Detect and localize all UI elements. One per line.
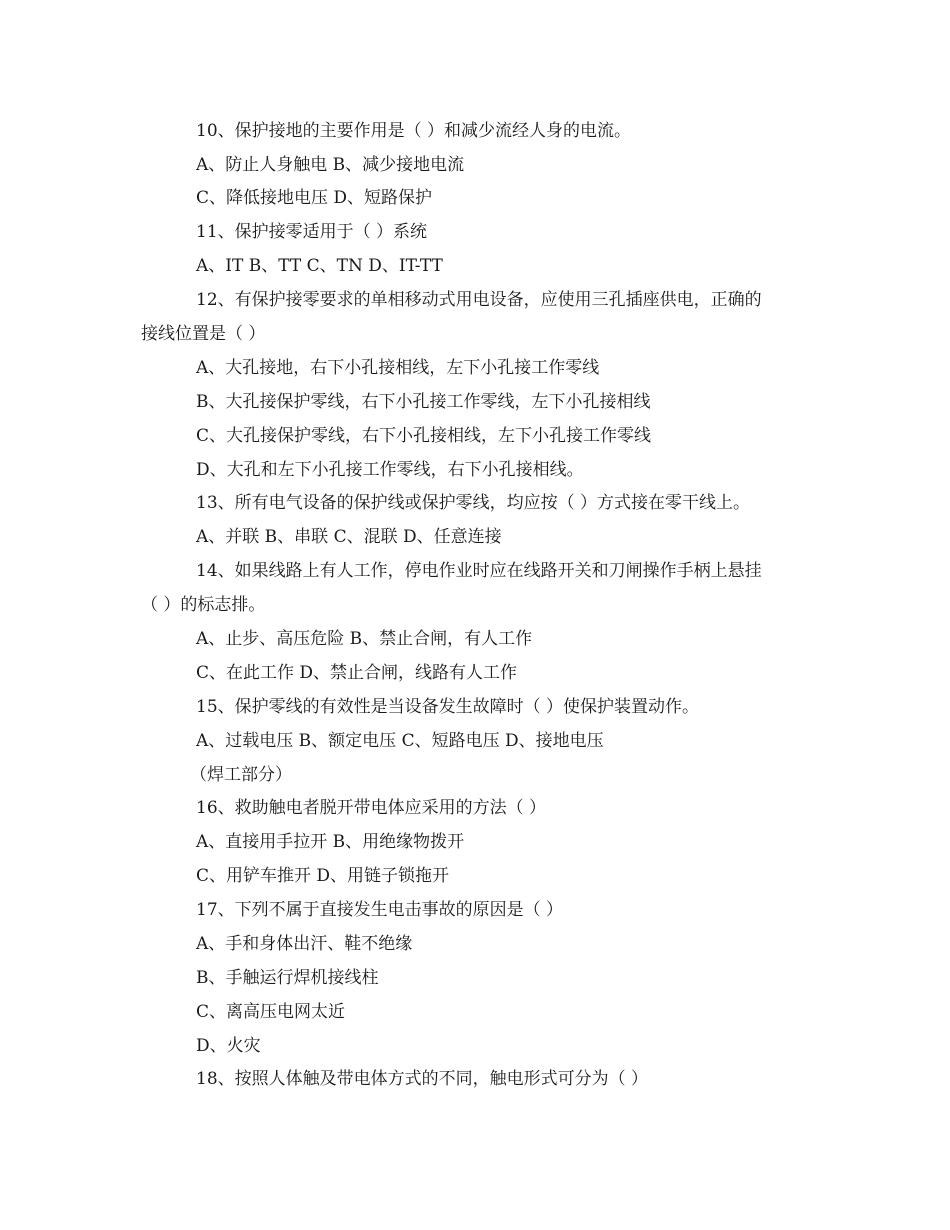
question-12: 12、有保护接零要求的单相移动式用电设备，应使用三孔插座供电，正确的	[196, 290, 762, 310]
question-12-option-c: C、大孔接保护零线，右下小孔接相线，左下小孔接工作零线	[196, 426, 652, 446]
question-14-continued: （ ）的标志排。	[141, 595, 266, 615]
question-16: 16、救助触电者脱开带电体应采用的方法（ ）	[196, 798, 547, 818]
question-12-continued: 接线位置是（ ）	[141, 324, 266, 344]
question-16-options-ab: A、直接用手拉开 B、用绝缘物拨开	[196, 832, 465, 852]
question-14-options-ab: A、止步、高压危险 B、禁止合闸，有人工作	[196, 629, 533, 649]
question-17: 17、下列不属于直接发生电击事故的原因是（ ）	[196, 900, 564, 920]
question-14-options-cd: C、在此工作 D、禁止合闸，线路有人工作	[196, 663, 518, 683]
question-10-options-ab: A、防止人身触电 B、减少接地电流	[196, 155, 465, 175]
question-17-option-c: C、离高压电网太近	[196, 1002, 346, 1022]
question-11: 11、保护接零适用于（ ）系统	[196, 222, 428, 242]
question-15: 15、保护零线的有效性是当设备发生故障时（ ）使保护装置动作。	[196, 697, 700, 717]
question-10: 10、保护接地的主要作用是（ ）和减少流经人身的电流。	[196, 121, 632, 141]
question-18: 18、按照人体触及带电体方式的不同，触电形式可分为（ ）	[196, 1069, 649, 1089]
question-10-options-cd: C、降低接地电压 D、短路保护	[196, 188, 433, 208]
question-15-options: A、过载电压 B、额定电压 C、短路电压 D、接地电压	[196, 731, 604, 751]
section-heading-welding: （焊工部分）	[190, 765, 292, 785]
question-12-option-b: B、大孔接保护零线，右下小孔接工作零线，左下小孔接相线	[196, 392, 651, 412]
question-14: 14、如果线路上有人工作，停电作业时应在线路开关和刀闸操作手柄上悬挂	[196, 561, 762, 581]
question-11-options: A、IT B、TT C、TN D、IT-TT	[196, 256, 443, 276]
question-12-option-a: A、大孔接地，右下小孔接相线，左下小孔接工作零线	[196, 358, 600, 378]
question-13: 13、所有电气设备的保护线或保护零线，均应按（ ）方式接在零干线上。	[196, 493, 751, 513]
question-12-option-d: D、大孔和左下小孔接工作零线，右下小孔接相线。	[196, 460, 584, 480]
question-17-option-b: B、手触运行焊机接线柱	[196, 968, 379, 988]
question-17-option-a: A、手和身体出汗、鞋不绝缘	[196, 934, 413, 954]
question-17-option-d: D、火灾	[196, 1036, 261, 1056]
question-13-options: A、并联 B、串联 C、混联 D、任意连接	[196, 527, 502, 547]
question-16-options-cd: C、用铲车推开 D、用链子锁拖开	[196, 866, 450, 886]
